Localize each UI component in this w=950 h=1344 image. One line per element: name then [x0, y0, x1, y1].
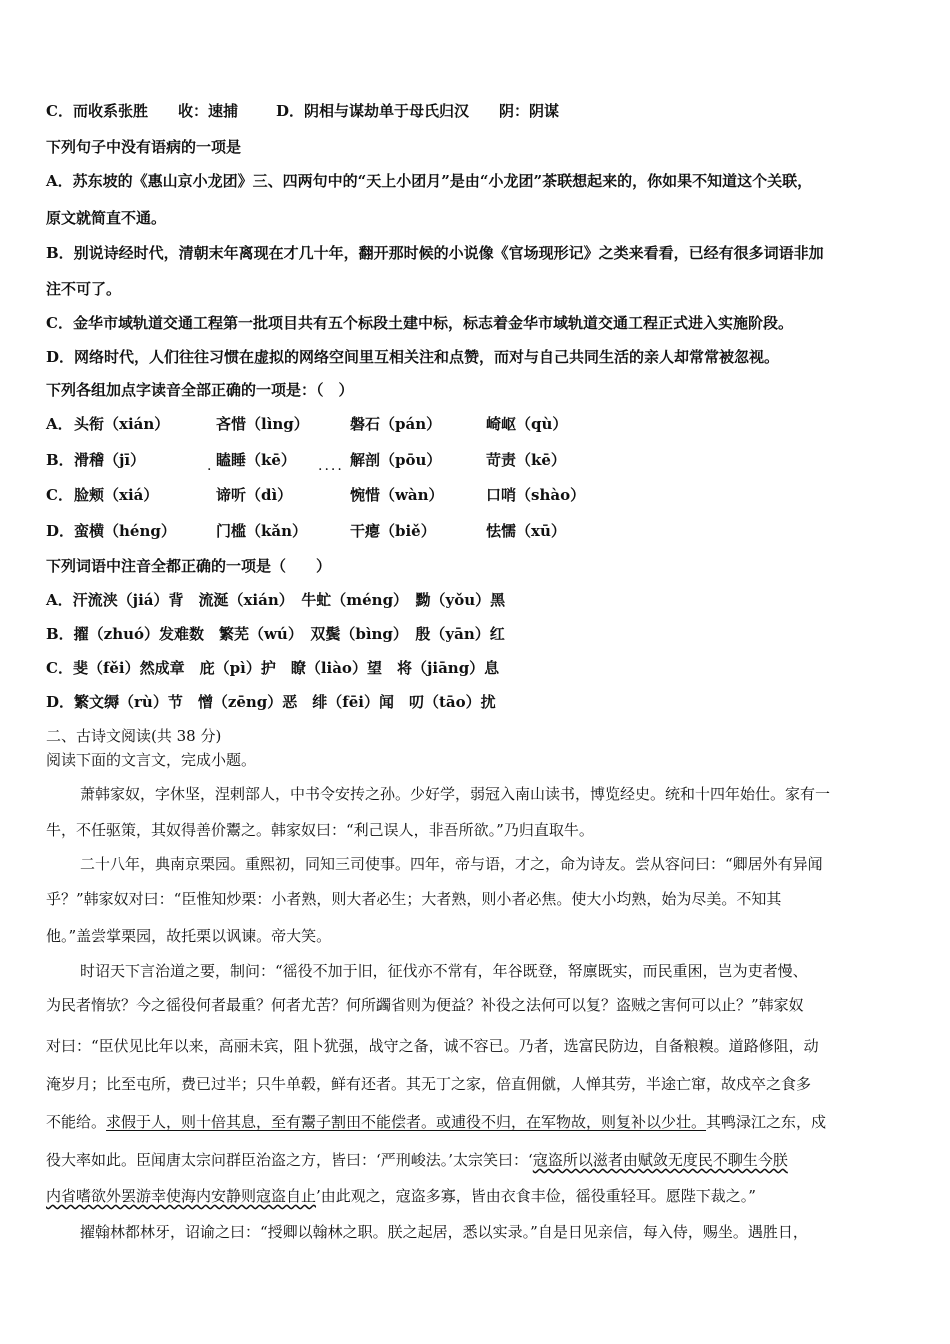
- q1-stem: 下列句子中没有语病的一项是: [46, 138, 242, 156]
- q2-option-label: C．: [46, 486, 73, 504]
- q1-option-c: C．金华市域轨道交通工程第一批项目共有五个标段土建中标，标志着金华市域轨道交通工程正式进入实施阶段。: [46, 314, 793, 332]
- passage-text: 其鸭渌江之东，戍: [706, 1113, 827, 1131]
- q3-option-d: D．繁文缛（rù）节 憎（zēng）恶 绯（fēi）闻 叨（tāo）扰: [46, 693, 496, 711]
- q2-word: 滑稽（jī）: [74, 451, 146, 469]
- q2-word: 干瘪（biě）: [350, 522, 436, 540]
- underlined-sentence: 求假于人，则十倍其息，至有鬻子割田不能偿者。或逋役不归，在军物故，则复补以少壮。: [106, 1113, 707, 1131]
- section-instruction: 阅读下面的文言文，完成小题。: [46, 751, 257, 769]
- passage-text: 役大率如此。臣闻唐太宗问群臣治盗之方，皆曰：‘严刑峻法。’太宗笑曰：‘: [46, 1151, 533, 1169]
- wavy-underlined-sentence: 内省嗜欲外罢游幸使海内安静则寇盗自止: [46, 1187, 317, 1205]
- q1-option-a-line2: 原文就简直不通。: [46, 209, 167, 227]
- passage-line: 他。”盖尝掌栗园，故托栗以讽谏。帝大笑。: [46, 927, 332, 945]
- q1-option-d: D．网络时代，人们往往习惯在虚拟的网络空间里互相关注和点赞，而对与自己共同生活的亲人却常常被忽视。: [46, 348, 780, 366]
- q1-option-b-line1: B．别说诗经时代，清朝末年离现在才几十年，翻开那时候的小说像《官场现形记》之类来看看，已经有很多词语非加: [46, 244, 824, 262]
- q3-option-b: B．擢（zhuó）发难数 繁芜（wú） 双鬓（bìng） 殷（yān）红: [46, 625, 505, 643]
- passage-text: ’由此观之，寇盗多寡，皆由衣食丰俭，徭役重轻耳。愿陛下裁之。”: [316, 1187, 756, 1205]
- wavy-underlined-sentence: 寇盗所以滋者由赋敛无度民不聊生今朕: [532, 1151, 788, 1169]
- q2-word: 谛听（dì）: [216, 486, 293, 504]
- passage-text: 不能给。: [46, 1113, 107, 1131]
- prev-option-c: C．而收系张胜 收：速捕: [46, 102, 238, 120]
- q1-option-b-line2: 注不可了。: [46, 280, 122, 298]
- q3-stem: 下列词语中注音全都正确的一项是（ ）: [46, 557, 332, 575]
- q2-word: 蛮横（héng）: [74, 522, 176, 540]
- passage-line: 淹岁月；比至屯所，费已过半；只牛单毂，鲜有还者。其无丁之家，倍直佣僦，人惮其劳，半途亡窜，故戍卒之食多: [46, 1075, 812, 1093]
- q2-word: 脸颊（xiá）: [74, 486, 159, 504]
- passage-line: 擢翰林都林牙，诏谕之曰：“授卿以翰林之职。朕之起居，悉以实录。”自是日见亲信，每入侍，赐坐。遇胜日，: [80, 1223, 808, 1241]
- q2-option-label: A．: [46, 415, 73, 433]
- passage-line: 牛，不任驱策，其奴得善价鬻之。韩家奴曰：“利己误人，非吾所欲。”乃归直取牛。: [46, 821, 594, 839]
- q2-word: 头衔（xián）: [74, 415, 170, 433]
- q2-option-label: D．: [46, 522, 75, 540]
- q2-word: 崎岖（qù）: [486, 415, 568, 433]
- q2-word: 门槛（kǎn）: [216, 522, 308, 540]
- q2-stem: 下列各组加点字读音全部正确的一项是：（ ）: [46, 381, 354, 399]
- q2-word: 吝惜（lìng）: [216, 415, 309, 433]
- q3-option-a: A．汗流浃（jiá）背 流涎（xián） 牛虻（méng） 黝（yǒu）黑: [46, 591, 506, 609]
- q2-word: 口哨（shào）: [486, 486, 586, 504]
- passage-line: 萧韩家奴，字休坚，涅剌部人，中书令安抟之孙。少好学，弱冠入南山读书，博览经史。统和十四年始仕。家有一: [80, 785, 831, 803]
- passage-line: [46, 1150, 788, 1170]
- q2-word: 怯懦（xū）: [486, 522, 566, 540]
- passage-line: 时诏天下言治道之要，制问：“徭役不加于旧，征伐亦不常有，年谷既登，帑廪既实，而民重困，岂为吏者慢、: [80, 962, 808, 980]
- q1-option-a-line1: A．苏东坡的《惠山京小龙团》三、四两句中的“天上小团月”是由“小龙团”茶联想起来的，你如果不知道这个关联，: [46, 172, 813, 190]
- q2-word: 惋惜（wàn）: [350, 486, 444, 504]
- prev-option-d: D．阴相与谋劫单于母氏归汉 阴：阴谋: [276, 102, 560, 120]
- q2-word: 磐石（pán）: [350, 415, 442, 433]
- q2-word: 苛责（kē）: [486, 451, 566, 469]
- passage-line: 乎？”韩家奴对曰：“臣惟知炒栗：小者熟，则大者必生；大者熟，则小者必焦。使大小均熟，始为尽美。不知其: [46, 890, 782, 908]
- q2-word: 解剖（pōu）: [350, 451, 442, 469]
- emphasis-dot: ....: [318, 458, 344, 474]
- passage-line: 对曰：“臣伏见比年以来，高丽未宾，阻卜犹强，战守之备，诚不容已。乃者，选富民防边，自备粮糗。道路修阻，动: [46, 1037, 819, 1055]
- q2-word: 瞌睡（kē）: [216, 451, 296, 469]
- passage-line: 二十八年，典南京栗园。重熙初，同知三司使事。四年，帝与语，才之，命为诗友。尝从容问曰：“卿居外有异闻: [80, 855, 823, 873]
- emphasis-dot: .: [207, 458, 214, 474]
- q2-option-label: B．: [46, 451, 74, 469]
- section-title: 二、古诗文阅读(共 38 分): [46, 727, 222, 745]
- passage-line: [46, 1112, 826, 1132]
- passage-line: 为民者惰欤？今之徭役何者最重？何者尤苦？何所蠲省则为便益？补役之法何可以复？盗贼之害何可以止？”韩家奴: [46, 996, 804, 1014]
- passage-line: [46, 1186, 756, 1206]
- q3-option-c: C．斐（fěi）然成章 庇（pì）护 瞭（liào）望 将（jiāng）息: [46, 659, 500, 677]
